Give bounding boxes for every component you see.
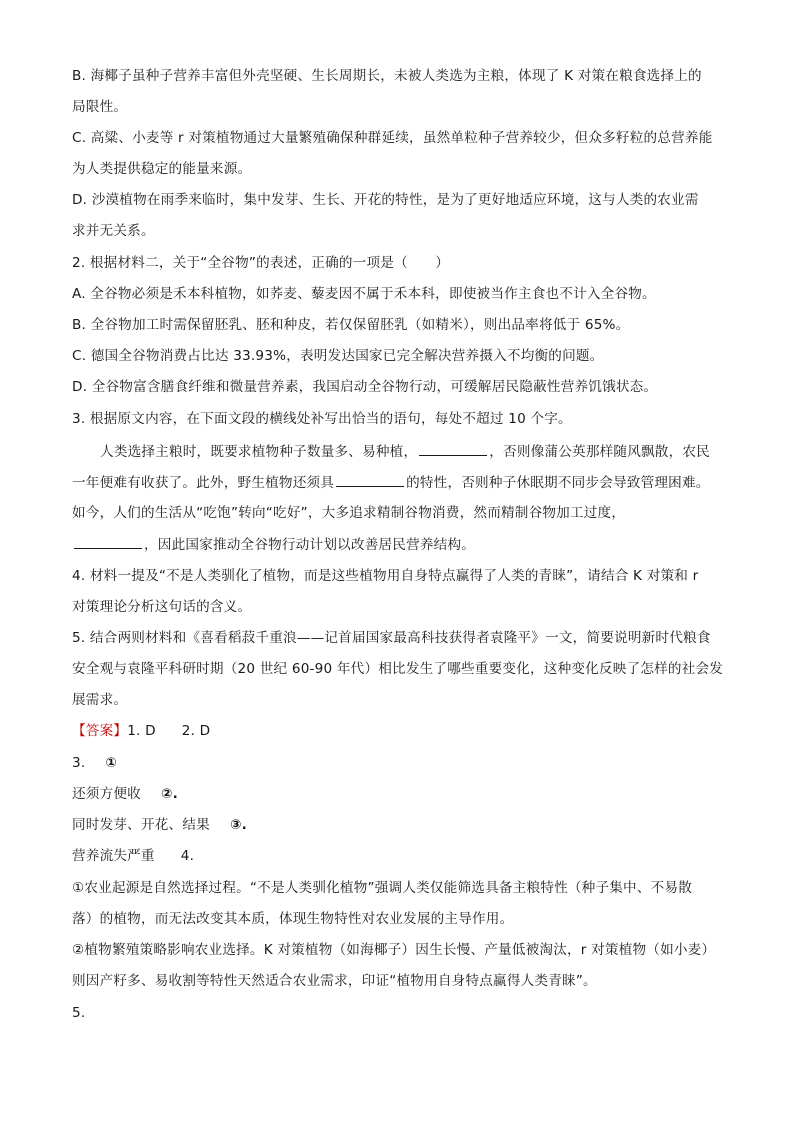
answer-5-number: 5. [72, 1005, 86, 1021]
q2-option-b: B. 全谷物加工时需保留胚乳、胚和种皮，若仅保留胚乳（如精米），则出品率将低于 65%。 [72, 317, 630, 333]
q2-option-c: C. 德国全谷物消费占比达 33.93%，表明发达国家已完全解决营养摄入不均衡的问题。 [72, 348, 604, 364]
option-b-line-2: 局限性。 [72, 99, 128, 115]
option-c-line-2: 为人类提供稳定的能量来源。 [72, 161, 252, 177]
answer-4-point-1-line-2: 落）的植物，而无法改变其本质，体现生物特性对农业发展的主导作用。 [72, 911, 514, 927]
fill-text: 的特性，否则种子休眠期不同步会导致管理困难。 [406, 475, 710, 491]
fill-blank-2 [336, 472, 404, 487]
question-4-line-1: 4. 材料一提及“不是人类驯化了植物，而是这些植物用自身特点赢得了人类的青睐”，请结合 K 对策和 r [72, 568, 699, 584]
answer-text: 营养流失严重 [72, 848, 155, 864]
q2-option-a: A. 全谷物必须是禾本科植物，如荞麦、藜麦因不属于禾本科，即使被当作主食也不计入全谷物。 [72, 286, 656, 302]
marker-2: ②. [160, 786, 179, 802]
answer-4-number: 4. [180, 848, 195, 864]
option-d-line-1: D. 沙漠植物在雨季来临时，集中发芽、生长、开花的特性，是为了更好地适应环境，这与人类的农业需 [72, 192, 699, 208]
answer-3-blank-3 [72, 846, 194, 866]
answer-4-point-2-line-2: 则因产籽多、易收割等特性天然适合农业需求，印证“植物用自身特点赢得人类青睐”。 [72, 973, 597, 989]
fill-text: 人类选择主粮时，既要求植物种子数量多、易种植， [100, 444, 418, 460]
answer-4-point-1-line-1: ①农业起源是自然选择过程。“不是人类驯化植物”强调人类仅能筛选具备主粮特性（种子集中、不易散 [72, 880, 692, 896]
option-d-line-2: 求并无关系。 [72, 223, 155, 239]
option-c-line-1: C. 高粱、小麦等 r 对策植物通过大量繁殖确保种群延续，虽然单粒种子营养较少，但众多籽粒的总营养能 [72, 130, 713, 146]
question-5-line-2: 安全观与袁隆平科研时期（20 世纪 60-90 年代）相比发生了哪些重要变化，这种变化反映了怎样的社会发 [72, 661, 724, 677]
q2-option-d: D. 全谷物富含膳食纤维和微量营养素，我国启动全谷物行动，可缓解居民隐蔽性营养饥饿状态。 [72, 379, 658, 395]
answer-2: 2. D [181, 723, 211, 739]
fill-paragraph-line-4 [72, 534, 475, 555]
answer-text: 同时发芽、开花、结果 [72, 817, 210, 833]
answer-3-blank-2 [72, 815, 247, 835]
question-2-stem: 2. 根据材料二，关于“全谷物”的表述，正确的一项是（ ） [72, 255, 450, 271]
answer-line [72, 721, 210, 741]
answer-1: 1. D [127, 723, 156, 739]
question-5-line-1: 5. 结合两则材料和《喜看稻菽千重浪——记首届国家最高科技获得者袁隆平》一文，简要说明新时代粮食 [72, 630, 711, 646]
fill-blank-3 [74, 534, 142, 549]
option-b-line-1: B. 海椰子虽种子营养丰富但外壳坚硬、生长周期长，未被人类选为主粮，体现了 K 对策在粮食选择上的 [72, 68, 702, 84]
answer-text: 还须方便收 [72, 786, 141, 802]
marker-3: ③. [229, 817, 248, 833]
marker-1: ① [105, 755, 118, 771]
fill-paragraph-line-3: 如今，人们的生活从“吃饱”转向“吃好”，大多追求精制谷物消费，然而精制谷物加工过度， [72, 505, 626, 521]
answer-3-line [72, 753, 117, 773]
fill-paragraph-line-1 [100, 441, 710, 462]
answer-3-number: 3. [72, 755, 86, 771]
fill-text: ，因此国家推动全谷物行动计划以改善居民营养结构。 [144, 537, 476, 553]
question-4-line-2: 对策理论分析这句话的含义。 [72, 599, 252, 615]
fill-text: 一年便难有收获了。此外，野生植物还须具 [72, 475, 335, 491]
answer-4-point-2-line-1: ②植物繁殖策略影响农业选择。K 对策植物（如海椰子）因生长慢、产量低被淘汰，r 对策植物（如小麦） [72, 942, 716, 958]
fill-blank-1 [419, 441, 487, 456]
answer-3-blank-1 [72, 784, 178, 804]
fill-paragraph-line-2 [72, 472, 710, 493]
question-3-stem: 3. 根据原文内容，在下面文段的横线处补写出恰当的语句，每处不超过 10 个字。 [72, 411, 572, 427]
fill-text: ，否则像蒲公英那样随风飘散，农民 [489, 444, 710, 460]
answer-tag: 【答案】 [72, 723, 128, 739]
question-5-line-3: 展需求。 [72, 692, 128, 708]
